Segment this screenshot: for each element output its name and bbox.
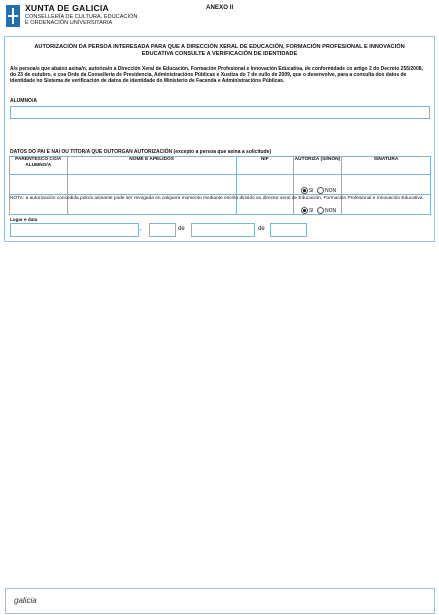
galicia-logo: galicia (14, 596, 37, 605)
table-row (10, 175, 431, 195)
no-radio-icon[interactable] (317, 187, 324, 194)
no-radio-icon[interactable] (317, 207, 324, 214)
ministry-line-2: E ORDENACIÓN UNIVERSITARIA (25, 20, 113, 27)
ministry-line-1: CONSELLERÍA DE CULTURA, EDUCACIÓN (25, 14, 138, 20)
place-field[interactable] (10, 223, 139, 237)
note-text: NOTA: a autorización concedida polo/a asinante pode ser revogada en calquera momento mediante escrito dirixido ao director xeral de Educación, Formación Profesional e Innovación Educativa. (10, 196, 424, 201)
form-title: AUTORIZACIÓN DA PERSOA INTERESADA PARA QUE A DIRECCIÓN XERAL DE EDUCACIÓN, FORMACIÓN PROFESIONAL E INNOVACIÓN EDUCATIVA CONSULTE A VERIFICACIÓN DE IDENTIDADE (34, 44, 405, 57)
student-label: ALUMNO/A (10, 98, 37, 104)
date-separator-comma: , (140, 226, 142, 232)
place-date-label: Lugar e data (10, 217, 38, 222)
header-signature: SINATURA (342, 157, 431, 175)
header-nif: NIF (236, 157, 293, 175)
header-name: NOME E APELIDOS (67, 157, 236, 175)
no-option-label: NON (324, 187, 337, 194)
student-name-field[interactable] (10, 106, 430, 119)
yes-option-label: SI (308, 207, 314, 214)
date-separator-de-1: de (178, 226, 185, 232)
table-header-row (10, 157, 431, 175)
year-field[interactable] (270, 223, 307, 237)
header-authorizes: AUTORIZA (SI/NON) (293, 157, 342, 175)
brand-name: XUNTA DE GALICIA (25, 3, 109, 13)
footer-frame (5, 588, 435, 614)
yes-option-label: SI (308, 187, 314, 194)
relationship-cell[interactable] (10, 175, 68, 195)
day-field[interactable] (149, 223, 176, 237)
ministry-name (25, 14, 137, 27)
yes-radio-icon[interactable] (301, 207, 308, 214)
signature-cell[interactable] (342, 175, 431, 195)
authorize-cell (293, 175, 342, 195)
authorization-table (9, 156, 431, 215)
no-option-label: NON (324, 207, 337, 214)
annex-label: ANEXO II (206, 4, 234, 11)
nif-cell[interactable] (236, 175, 293, 195)
month-field[interactable] (191, 223, 255, 237)
intro-text: A/s persoa/s que abaixo asina/n, autoriza/n a Dirección Xeral de Educación, Formación Profesional e Innovación Educativa, de conformidade co artigo 2 do Decreto 255/2008, do 23 de outubro, e coa Orde da Consellería de Presidencia, Administracións Públicas e Xustiza do 7 de xullo de 2009, que o desenvolve, para a consulta dos datos de identidade no Sistema de verificación de datos de identidade do Ministerio de Facenda e Administracións Públicas. (10, 66, 423, 84)
xunta-shield-icon (6, 5, 20, 27)
date-separator-de-2: de (258, 226, 265, 232)
parents-label: DATOS DO PAI E NAI OU TITOR/A QUE OUTORGAN AUTORIZACIÓN (excepto a persoa que asina a solicitude) (10, 149, 272, 155)
yes-radio-icon[interactable] (301, 187, 308, 194)
name-cell[interactable] (67, 175, 236, 195)
header-relationship: PARENTESCO CO/A ALUMNO/A (10, 157, 68, 175)
